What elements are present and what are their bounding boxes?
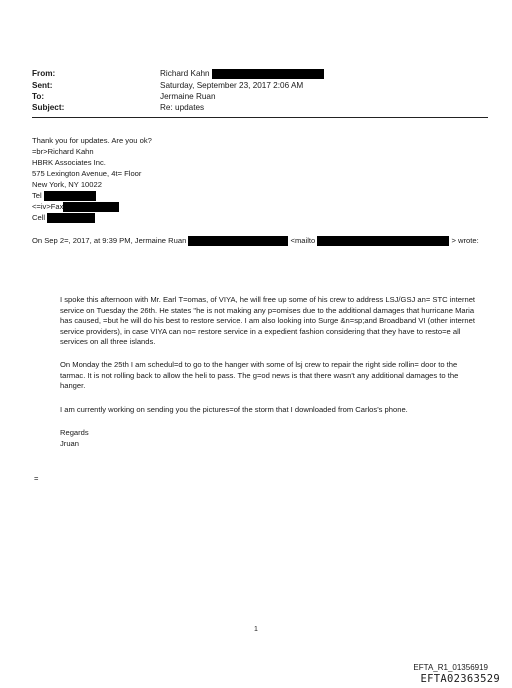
from-value: Richard Kahn (160, 68, 324, 79)
signature-address: 575 Lexington Avenue, 4t= Floor (32, 169, 142, 178)
redaction-box (44, 191, 96, 201)
bates-ref-2: EFTA02363529 (420, 673, 500, 685)
sent-label: Sent: (32, 81, 53, 90)
signature-fax: <=iv>Fax (32, 202, 119, 212)
signature-city: New York, NY 10022 (32, 180, 102, 189)
closing-sender: Jruan (60, 439, 79, 448)
body-paragraph-1: I spoke this afternoon with Mr. Earl T=omas, of VIYA, he will free up some of his crew to address LSJ/GSJ an= STC internet service on Tuesday the 26th. He states "he is not making any p=omises due to the additional damages that hurricane Maria has caused, =but he will do his best to restore service. I am also looking into Surge &n=sp;and Broadband VI (other internet service providers), in case VIYA can no= restore service in a expedient fashion considering that they have to resto=e all services on all three islands. (60, 295, 476, 347)
subject-value: Re: updates (160, 103, 205, 112)
redaction-box (47, 213, 95, 223)
from-label: From: (32, 69, 56, 78)
body-paragraph-2: On Monday the 25th I am schedul=d to go to the hanger with some of lsj crew to repair the right side rollin= door to the tarmac. It is not rolling back to allow the heli to pass. The g=od news is that there wasn't any additional damages to the hanger. (60, 360, 459, 391)
signature-tel: Tel (32, 191, 96, 201)
to-value: Jermaine Ruan (160, 92, 216, 101)
redaction-box (63, 202, 119, 212)
sent-value: Saturday, September 23, 2017 2:06 AM (160, 81, 304, 90)
body-paragraph-3: I am currently working on sending you the pictures=of the storm that I downloaded from Carlos's phone. (60, 405, 408, 414)
redaction-box (317, 236, 449, 246)
closing-regards: Regards (60, 428, 89, 437)
redaction-box (212, 69, 324, 79)
signature-company: HBRK Associates Inc. (32, 158, 106, 167)
trailing-equals: = (34, 474, 39, 483)
subject-label: Subject: (32, 103, 65, 112)
header-divider (32, 117, 488, 118)
quote-attribution: On Sep 2=, 2017, at 9:39 PM, Jermaine Ruan <mailto > wrote: (32, 236, 479, 245)
signature-cell: Cell (32, 213, 95, 223)
page-number: 1 (254, 626, 258, 633)
signature-name: =br>Richard Kahn (32, 147, 94, 156)
reply-line: Thank you for updates. Are you ok? (32, 136, 152, 145)
bates-ref-1: EFTA_R1_01356919 (413, 663, 488, 672)
to-label: To: (32, 92, 45, 101)
redaction-box (188, 236, 288, 246)
